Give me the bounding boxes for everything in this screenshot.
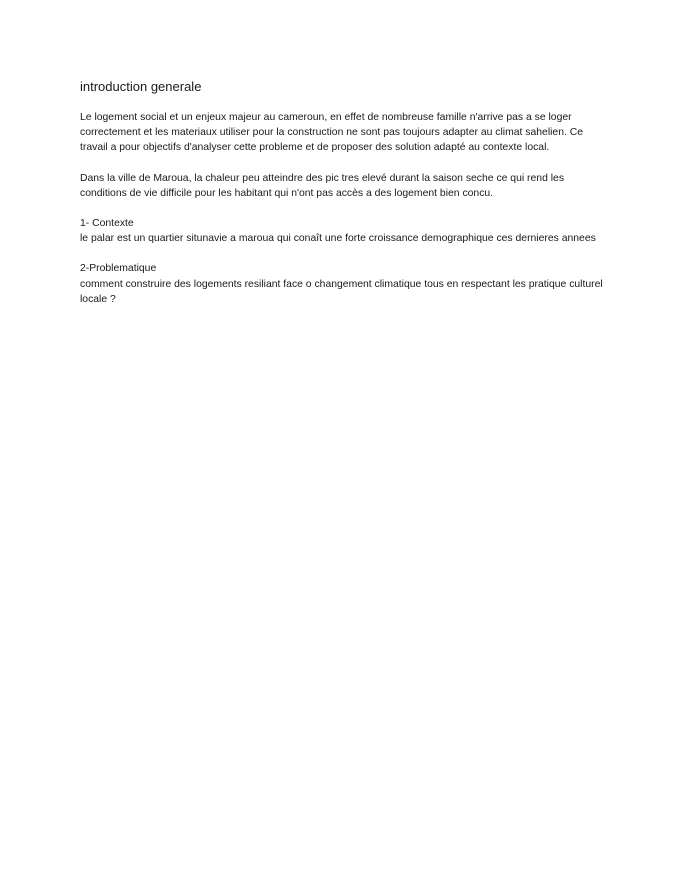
section-heading: 1- Contexte <box>80 218 134 230</box>
paragraph-maroua: Dans la ville de Maroua, la chaleur peu atteindre des pic tres elevé durant la saison seche ce qui rend les conditions de vie difficile pour les habitant qui n'ont pas accès a des logement bien concu. <box>80 172 565 199</box>
section-contexte <box>80 216 605 246</box>
paragraph-intro: Le logement social et un enjeux majeur au cameroun, en effet de nombreuse famille n'arrive pas a se loger correctement et les materiaux utiliser pour la construction ne sont pas toujours adapter au climat sahelien. Ce travail a pour objectifs d'analyser cette probleme et de proposer des solution adapté au contexte local. <box>80 112 584 154</box>
section-heading: 2-Problematique <box>80 263 157 275</box>
document-page <box>80 78 605 322</box>
section-problematique <box>80 261 605 307</box>
section-body: comment construire des logements resiliant face o changement climatique tous en respectant les pratique culturel locale ? <box>80 278 603 305</box>
section-body: le palar est un quartier situnavie a maroua qui conaît une forte croissance demographique ces dernieres annees <box>80 233 596 245</box>
document-title: introduction generale <box>80 79 202 94</box>
